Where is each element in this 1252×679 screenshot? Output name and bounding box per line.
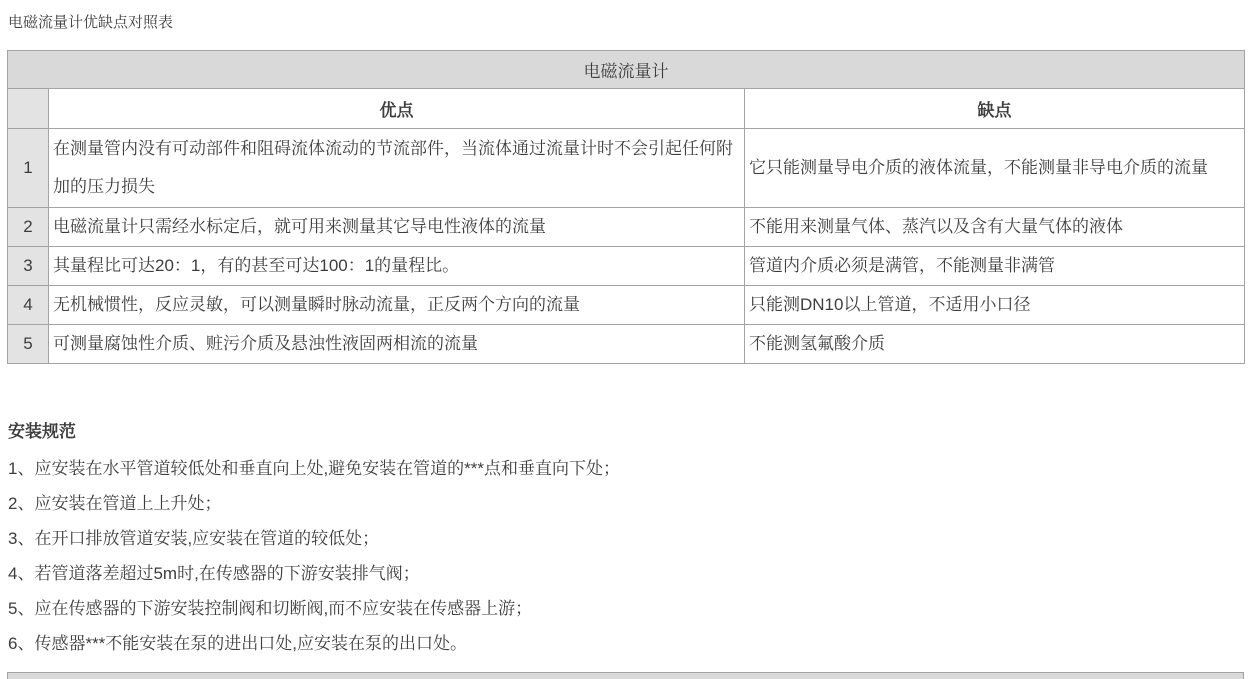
install-section-heading: 安装规范 (8, 422, 76, 441)
column-header-pros: 优点 (49, 89, 745, 129)
row-number: 1 (8, 129, 49, 208)
con-cell: 它只能测量导电介质的液体流量，不能测量非导电介质的流量 (745, 129, 1245, 208)
install-list-item: 5、应在传感器的下游安装控制阀和切断阀,而不应安装在传感器上游； (8, 599, 533, 618)
partial-next-table-top-edge (7, 672, 1244, 679)
table-banner-row (8, 51, 1245, 89)
table-row (8, 286, 1245, 325)
page-title: 电磁流量计优缺点对照表 (8, 14, 174, 31)
con-cell: 只能测DN10以上管道，不适用小口径 (745, 286, 1245, 325)
con-cell: 管道内介质必须是满管，不能测量非满管 (745, 247, 1245, 286)
pro-cell: 无机械惯性，反应灵敏，可以测量瞬时脉动流量，正反两个方向的流量 (49, 286, 745, 325)
row-number: 2 (8, 208, 49, 247)
table-row (8, 247, 1245, 286)
install-list (7, 451, 1244, 661)
pro-cell: 电磁流量计只需经水标定后，就可用来测量其它导电性液体的流量 (49, 208, 745, 247)
table-row (8, 129, 1245, 208)
install-list-item: 3、在开口排放管道安装,应安装在管道的较低处； (8, 529, 380, 548)
table-banner: 电磁流量计 (8, 51, 1245, 89)
column-header-cons: 缺点 (745, 89, 1245, 129)
install-list-item: 2、应安装在管道上上升处； (8, 494, 222, 513)
con-cell: 不能用来测量气体、蒸汽以及含有大量气体的液体 (745, 208, 1245, 247)
con-cell: 不能测氢氟酸介质 (745, 325, 1245, 364)
comparison-table (7, 50, 1245, 364)
pro-cell: 其量程比可达20：1，有的甚至可达100：1的量程比。 (49, 247, 745, 286)
table-header-row (8, 89, 1245, 129)
table-row (8, 325, 1245, 364)
pro-cell: 在测量管内没有可动部件和阻碍流体流动的节流部件，当流体通过流量计时不会引起任何附加的压力损失 (49, 129, 745, 208)
row-number: 5 (8, 325, 49, 364)
pro-cell: 可测量腐蚀性介质、赃污介质及悬浊性液固两相流的流量 (49, 325, 745, 364)
install-list-item: 1、应安装在水平管道较低处和垂直向上处,避免安装在管道的***点和垂直向下处； (8, 459, 621, 478)
row-number: 4 (8, 286, 49, 325)
table-row (8, 208, 1245, 247)
install-list-item: 6、传感器***不能安装在泵的进出口处,应安装在泵的出口处。 (8, 634, 468, 653)
stub-blank-cell (8, 89, 49, 129)
install-list-item: 4、若管道落差超过5m时,在传感器的下游安装排气阀； (8, 564, 420, 583)
row-number: 3 (8, 247, 49, 286)
